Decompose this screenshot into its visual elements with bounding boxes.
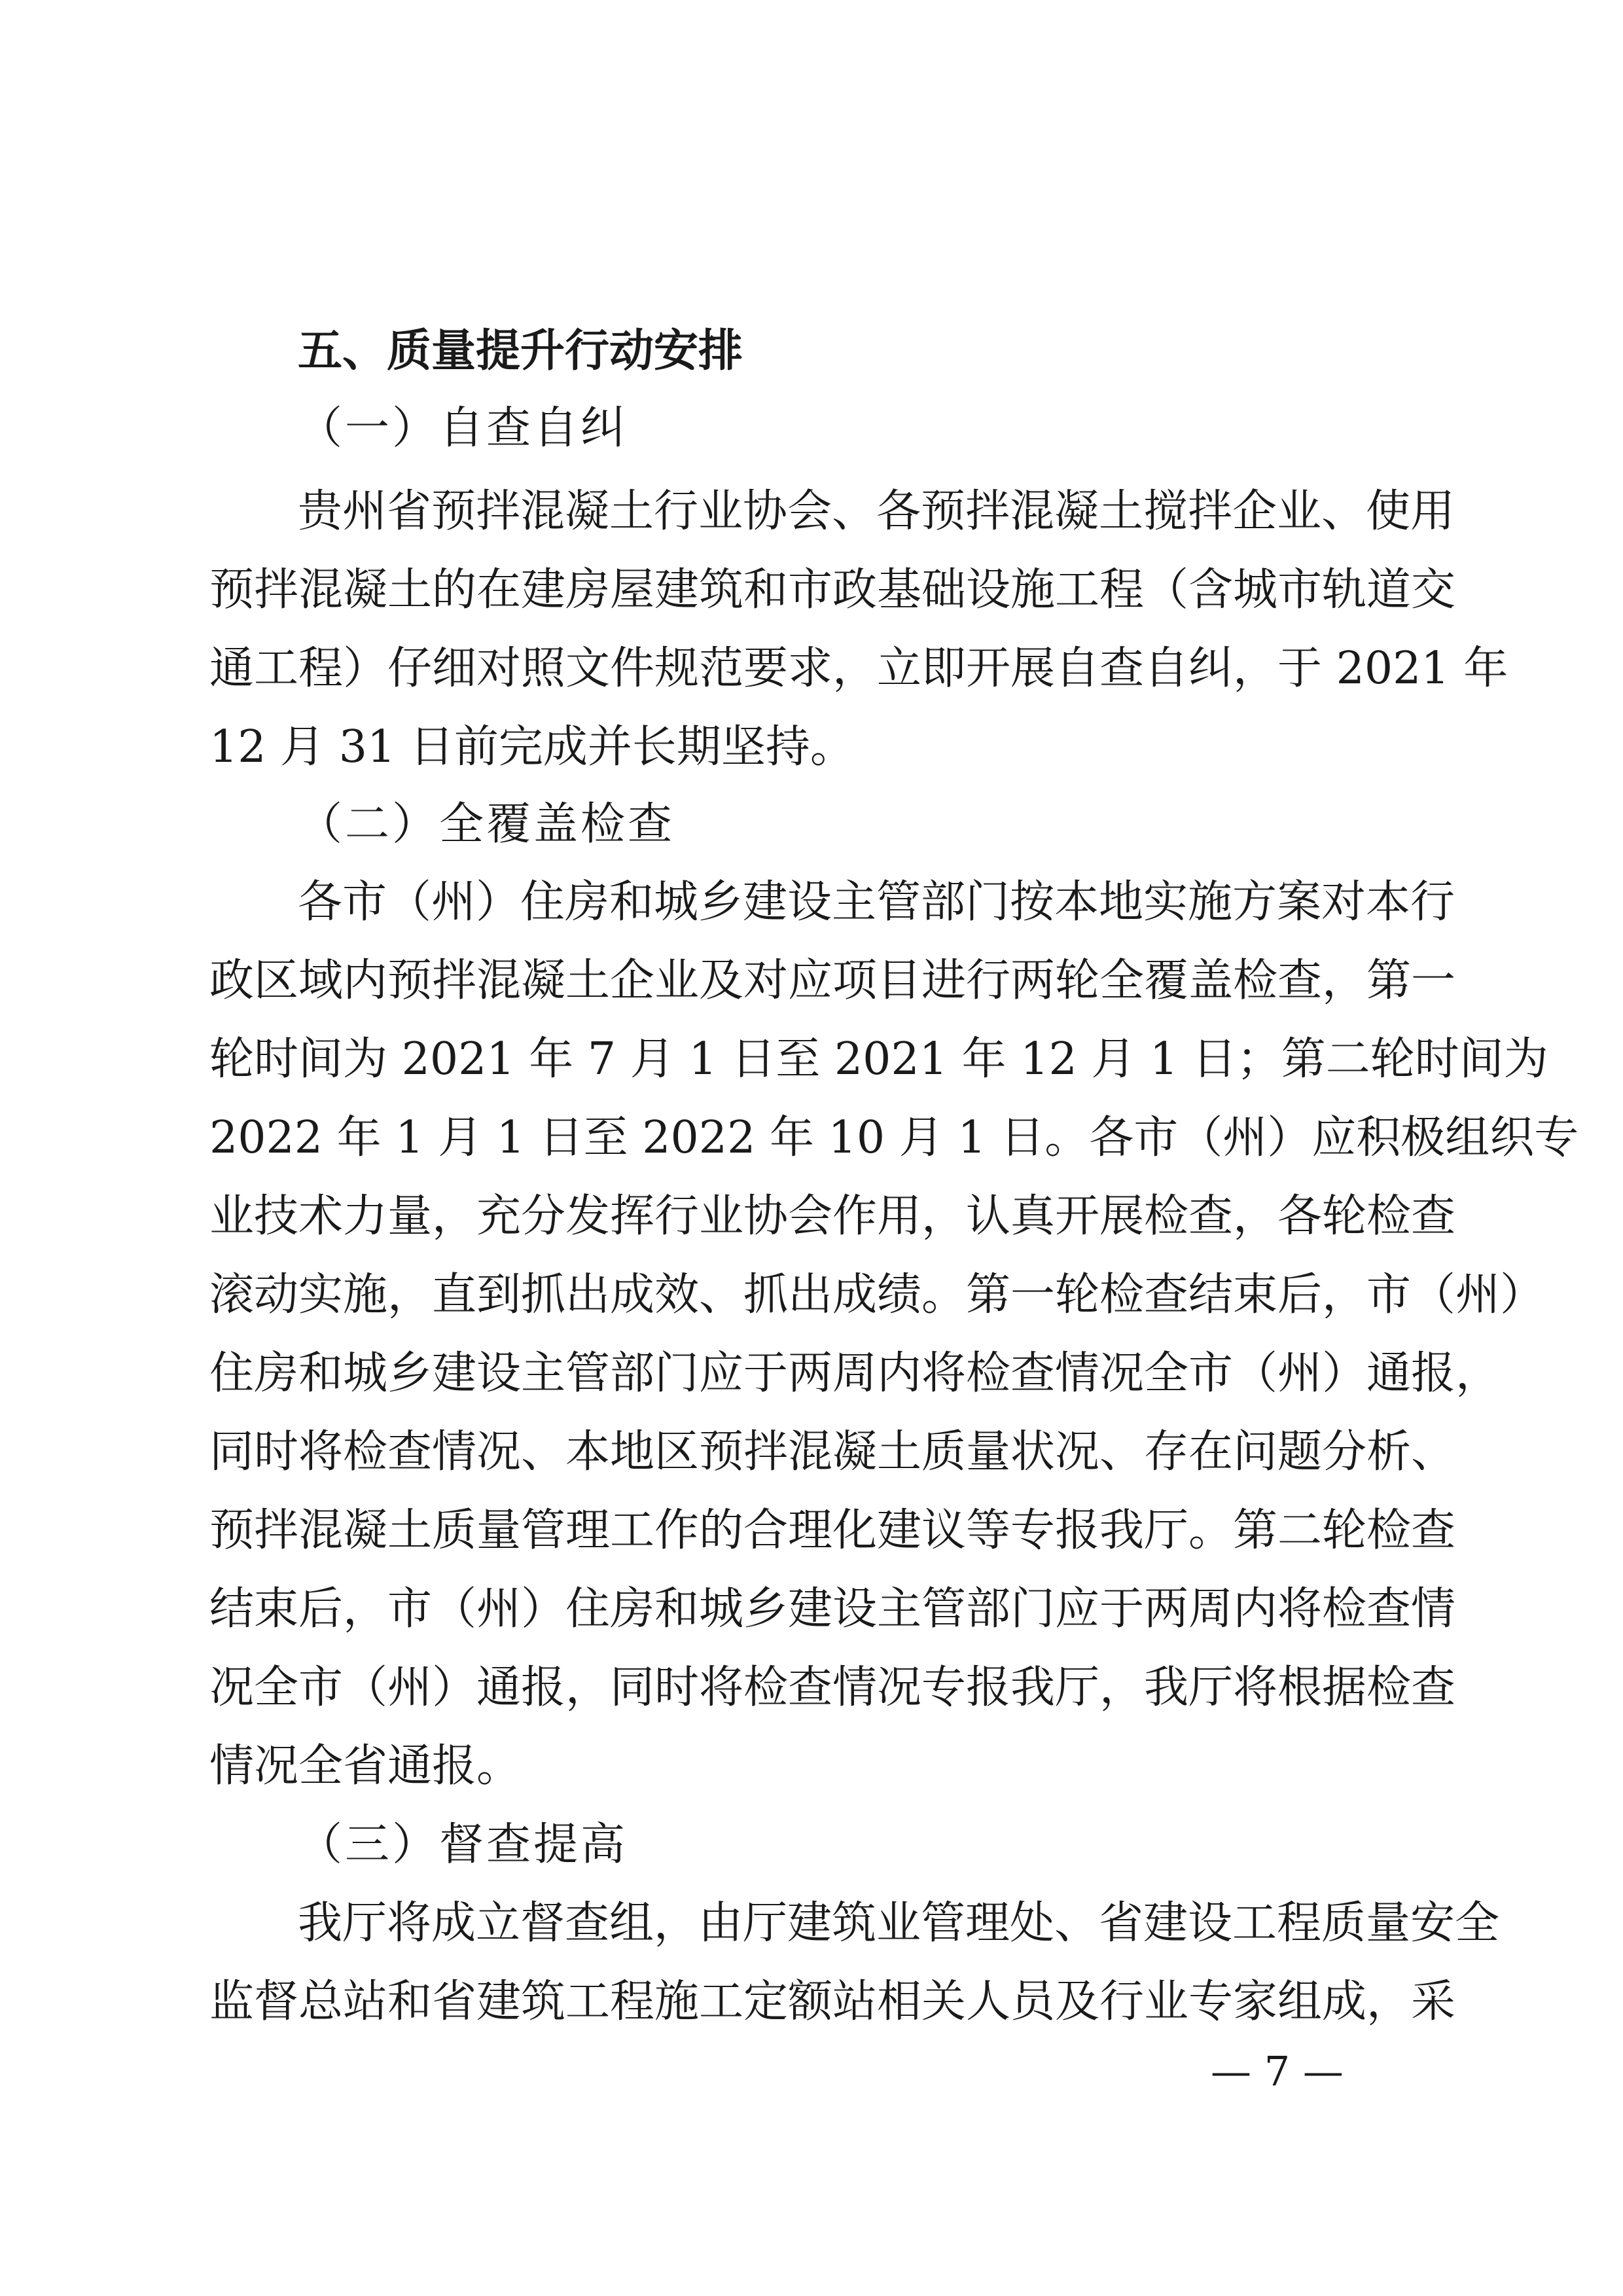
paragraph-line: 结束后，市（州）住房和城乡建设主管部门应于两周内将检查情 <box>209 1583 1456 1635</box>
paragraph-line: 轮时间为 2021 年 7 月 1 日至 2021 年 12 月 1 日；第二轮时间为 <box>209 1033 1548 1085</box>
page-number: — 7 — <box>1211 2047 1344 2095</box>
paragraph-line: 我厅将成立督查组，由厅建筑业管理处、省建设工程质量安全 <box>298 1897 1500 1949</box>
paragraph-line: 预拌混凝土质量管理工作的合理化建议等专报我厅。第二轮检查 <box>209 1505 1456 1556</box>
section-heading: 五、质量提升行动安排 <box>298 325 743 377</box>
paragraph-line: 各市（州）住房和城乡建设主管部门按本地实施方案对本行 <box>298 876 1455 928</box>
paragraph-line: 业技术力量，充分发挥行业协会作用，认真开展检查，各轮检查 <box>209 1191 1456 1242</box>
paragraph-line: 预拌混凝土的在建房屋建筑和市政基础设施工程（含城市轨道交 <box>209 564 1456 616</box>
paragraph-line: 通工程）仔细对照文件规范要求，立即开展自查自纠，于 2021 年 <box>209 643 1508 694</box>
paragraph-line: 2022 年 1 月 1 日至 2022 年 10 月 1 日。各市（州）应积极组织专 <box>209 1112 1579 1164</box>
paragraph-line: 住房和城乡建设主管部门应于两周内将检查情况全市（州）通报， <box>209 1348 1501 1399</box>
paragraph-line: 监督总站和省建筑工程施工定额站相关人员及行业专家组成，采 <box>209 1976 1456 2028</box>
paragraph-line: 政区域内预拌混凝土企业及对应项目进行两轮全覆盖检查，第一 <box>209 955 1456 1007</box>
subsection-title-2: （二）全覆盖检查 <box>298 798 675 850</box>
paragraph-line: 滚动实施，直到抓出成效、抓出成绩。第一轮检查结束后，市（州） <box>209 1269 1545 1321</box>
subsection-title-1: （一）自查自纠 <box>298 403 628 454</box>
paragraph-line: 同时将检查情况、本地区预拌混凝土质量状况、存在问题分析、 <box>209 1426 1456 1478</box>
paragraph-line: 12 月 31 日前完成并长期坚持。 <box>209 721 855 773</box>
paragraph-line: 贵州省预拌混凝土行业协会、各预拌混凝土搅拌企业、使用 <box>298 486 1455 537</box>
paragraph-line: 情况全省通报。 <box>209 1740 522 1792</box>
subsection-title-3: （三）督查提高 <box>298 1819 628 1871</box>
paragraph-line: 况全市（州）通报，同时将检查情况专报我厅，我厅将根据检查 <box>209 1662 1456 1713</box>
